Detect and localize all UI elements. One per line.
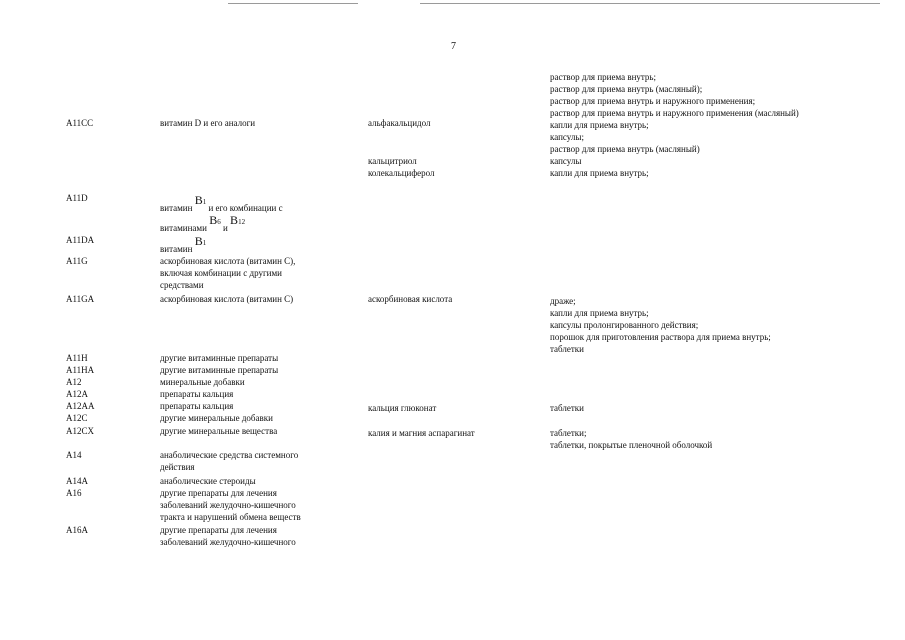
atc-code: A12 bbox=[66, 377, 82, 387]
drug-name: кальцитриол bbox=[368, 156, 417, 166]
drug-name: аскорбиновая кислота bbox=[368, 294, 453, 304]
atc-code: A11HA bbox=[66, 365, 95, 375]
atc-code: A11DA bbox=[66, 235, 95, 245]
atc-name: другие минеральные вещества bbox=[160, 426, 278, 436]
form-line: раствор для приема внутрь (масляный) bbox=[550, 144, 700, 154]
atc-code: A11G bbox=[66, 256, 88, 266]
form-line: капли для приема внутрь; bbox=[550, 308, 649, 318]
atc-name: другие витаминные препараты bbox=[160, 353, 279, 363]
atc-code: A11D bbox=[66, 193, 88, 203]
atc-name: другие препараты для лечения bbox=[160, 525, 277, 535]
atc-code: A11GA bbox=[66, 294, 95, 304]
form-line: таблетки; bbox=[550, 428, 587, 438]
drug-name: альфакальцидол bbox=[368, 118, 431, 128]
form-line: раствор для приема внутрь; bbox=[550, 72, 657, 82]
atc-code: A11H bbox=[66, 353, 88, 363]
atc-name: другие витаминные препараты bbox=[160, 365, 279, 375]
atc-name: анаболические средства системного bbox=[160, 450, 299, 460]
atc-code: A14A bbox=[66, 476, 88, 486]
form-line: драже; bbox=[550, 296, 576, 306]
form-line: капли для приема внутрь; bbox=[550, 120, 649, 130]
atc-code: A12CX bbox=[66, 426, 95, 436]
atc-name: действия bbox=[160, 462, 195, 472]
atc-name: заболеваний желудочно-кишечного bbox=[160, 500, 296, 510]
atc-code: A16A bbox=[66, 525, 88, 535]
atc-name: витамин B1 bbox=[160, 234, 207, 254]
form-line: порошок для приготовления раствора для приема внутрь; bbox=[550, 332, 771, 342]
atc-code: A11CC bbox=[66, 118, 94, 128]
form-line: капсулы; bbox=[550, 132, 584, 142]
form-line: таблетки bbox=[550, 403, 585, 413]
page-number: 7 bbox=[451, 41, 456, 52]
atc-name: средствами bbox=[160, 280, 204, 290]
atc-code: A12C bbox=[66, 413, 88, 423]
atc-name: аскорбиновая кислота (витамин С) bbox=[160, 294, 294, 304]
form-line: раствор для приема внутрь (масляный); bbox=[550, 84, 703, 94]
atc-name: витаминами B6 и B12 bbox=[160, 213, 246, 233]
atc-name: препараты кальция bbox=[160, 389, 234, 399]
atc-name: включая комбинации с другими bbox=[160, 268, 282, 278]
atc-name: заболеваний желудочно-кишечного bbox=[160, 537, 296, 547]
form-line: капсулы пролонгированного действия; bbox=[550, 320, 699, 330]
drug-name: колекальциферол bbox=[368, 168, 435, 178]
atc-name: минеральные добавки bbox=[160, 377, 245, 387]
atc-code: A16 bbox=[66, 488, 82, 498]
atc-name: аскорбиновая кислота (витамин С), bbox=[160, 256, 296, 266]
atc-name: витамин D и его аналоги bbox=[160, 118, 256, 128]
atc-name: другие минеральные добавки bbox=[160, 413, 273, 423]
form-line: таблетки, покрытые пленочной оболочкой bbox=[550, 440, 713, 450]
drug-name: калия и магния аспарагинат bbox=[368, 428, 475, 438]
scan-artifact bbox=[420, 3, 880, 4]
atc-name: другие препараты для лечения bbox=[160, 488, 277, 498]
atc-code: A14 bbox=[66, 450, 82, 460]
drug-name: кальция глюконат bbox=[368, 403, 437, 413]
atc-name: препараты кальция bbox=[160, 401, 234, 411]
form-line: капсулы bbox=[550, 156, 582, 166]
form-line: капли для приема внутрь; bbox=[550, 168, 649, 178]
form-line: таблетки bbox=[550, 344, 585, 354]
form-line: раствор для приема внутрь и наружного применения; bbox=[550, 96, 756, 106]
form-line: раствор для приема внутрь и наружного применения (масляный) bbox=[550, 108, 799, 118]
atc-name: анаболические стероиды bbox=[160, 476, 256, 486]
atc-name: тракта и нарушений обмена веществ bbox=[160, 512, 301, 522]
atc-code: A12AA bbox=[66, 401, 95, 411]
atc-code: A12A bbox=[66, 389, 88, 399]
atc-name: витамин B1 и его комбинации с bbox=[160, 193, 283, 213]
scan-artifact bbox=[228, 3, 358, 4]
